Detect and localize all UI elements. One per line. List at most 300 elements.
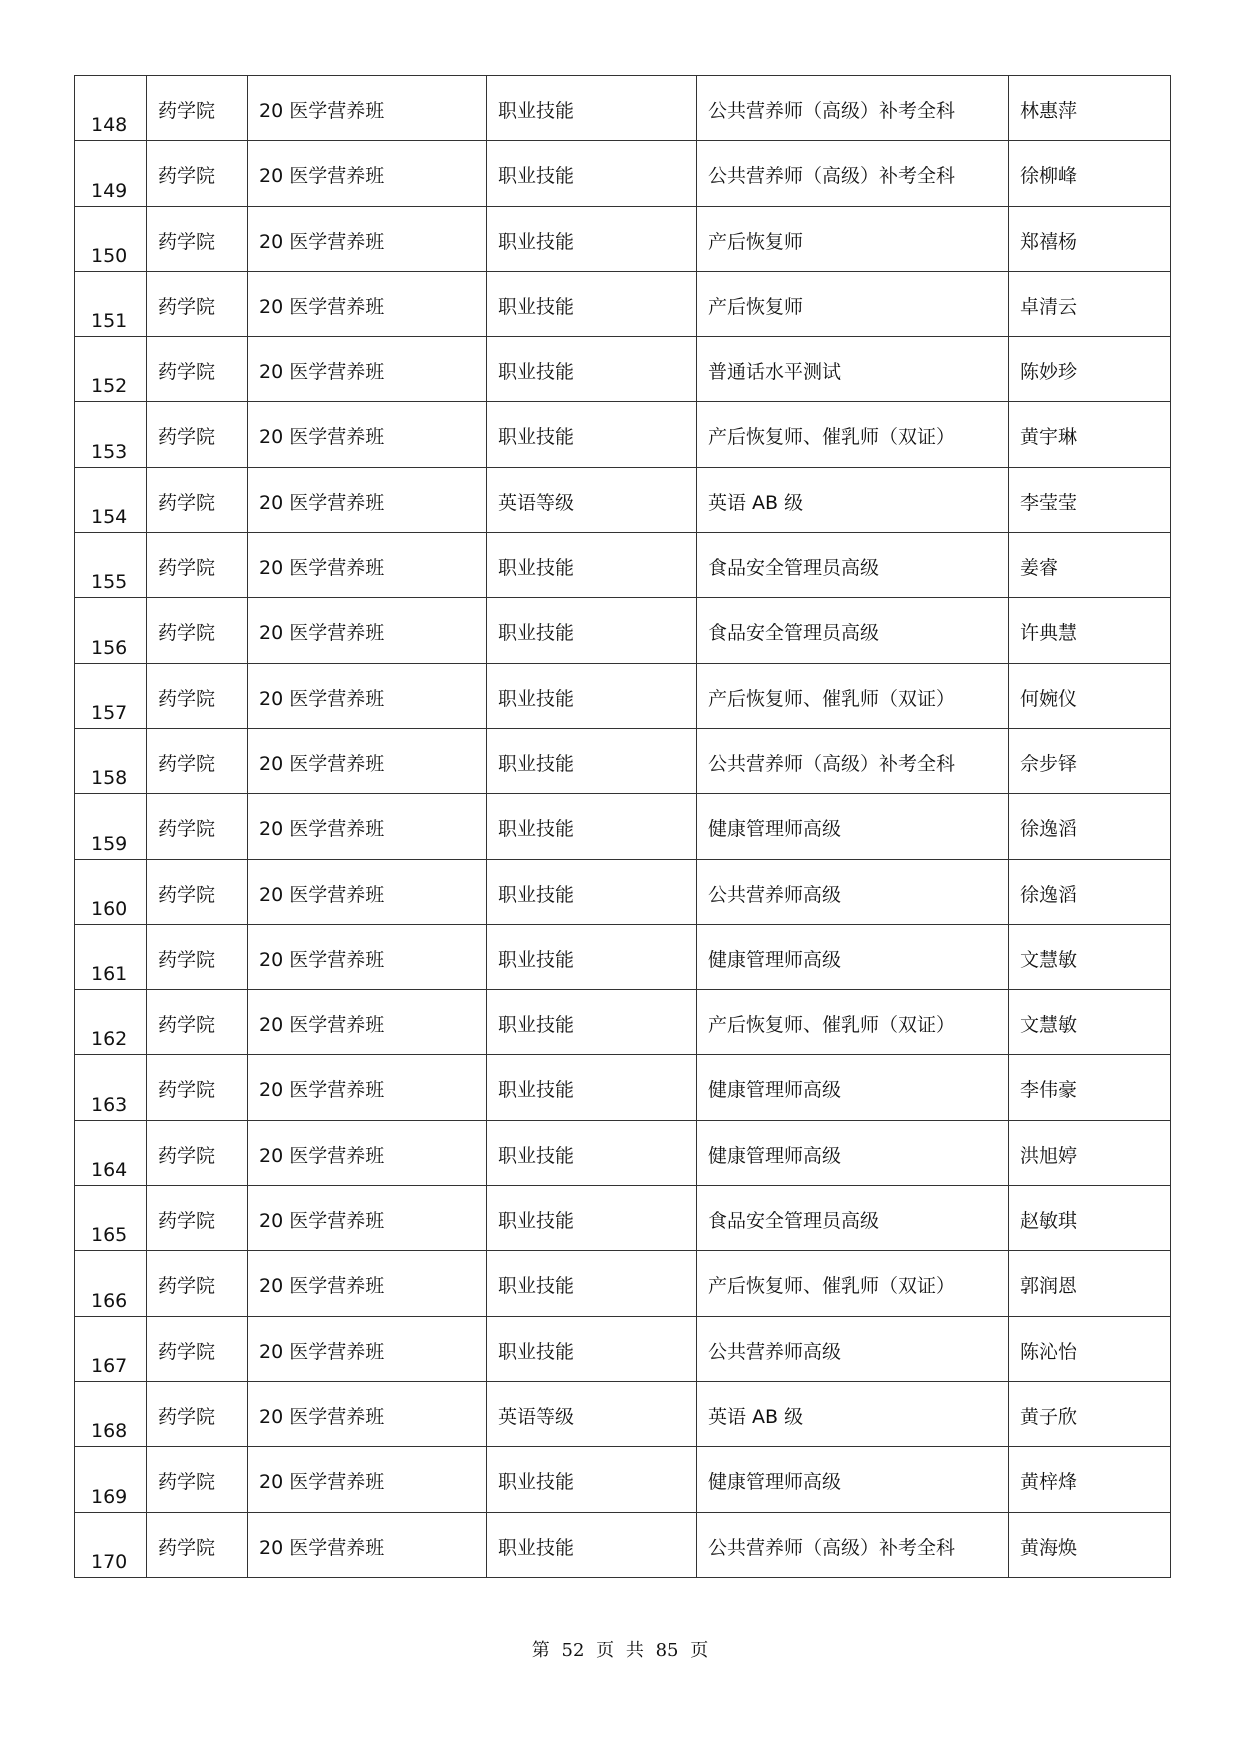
cell-number: [75, 598, 147, 663]
cell-exam-item: [697, 467, 1009, 532]
cell-college-text: 药学院: [158, 557, 216, 580]
table-row: [75, 141, 1171, 206]
cell-student-name-text: 李莹莹: [1020, 491, 1078, 514]
table-body: [75, 76, 1171, 1578]
cell-student-name-text: 李伟豪: [1020, 1079, 1078, 1102]
cell-category: [487, 467, 697, 532]
cell-college: [147, 1251, 248, 1316]
cell-class: [248, 1055, 487, 1120]
cell-college: [147, 1447, 248, 1512]
cell-student-name: [1009, 337, 1171, 402]
cell-student-name-text: 陈沁怡: [1020, 1340, 1078, 1363]
cell-class: [248, 990, 487, 1055]
cell-exam-item: [697, 1316, 1009, 1381]
cell-student-name: [1009, 533, 1171, 598]
cell-exam-item-text: 英语 AB 级: [708, 491, 804, 514]
cell-class: [248, 663, 487, 728]
cell-student-name: [1009, 728, 1171, 793]
cell-class-text: 20 医学营养班: [259, 1014, 385, 1037]
cell-college-text: 药学院: [158, 752, 216, 775]
cell-category: [487, 1316, 697, 1381]
cell-student-name: [1009, 206, 1171, 271]
cell-exam-item-text: 公共营养师高级: [708, 883, 842, 906]
cell-college-text: 药学院: [158, 1340, 216, 1363]
cell-exam-item-text: 公共营养师（高级）补考全科: [708, 165, 956, 188]
table-row: [75, 1512, 1171, 1577]
cell-category-text: 职业技能: [498, 948, 575, 971]
cell-exam-item: [697, 1055, 1009, 1120]
cell-class-text: 20 医学营养班: [259, 491, 385, 514]
cell-exam-item-text: 健康管理师高级: [708, 1079, 842, 1102]
cell-class: [248, 1381, 487, 1446]
cell-category-text: 职业技能: [498, 687, 575, 710]
cell-college-text: 药学院: [158, 818, 216, 841]
cell-category: [487, 206, 697, 271]
cell-category: [487, 1251, 697, 1316]
cell-exam-item: [697, 1186, 1009, 1251]
cell-exam-item: [697, 1120, 1009, 1185]
cell-college: [147, 1120, 248, 1185]
cell-category: [487, 1447, 697, 1512]
cell-class: [248, 598, 487, 663]
cell-college-text: 药学院: [158, 361, 216, 384]
cell-category-text: 职业技能: [498, 165, 575, 188]
cell-college-text: 药学院: [158, 1079, 216, 1102]
cell-college-text: 药学院: [158, 426, 216, 449]
cell-number-text: 159: [91, 832, 128, 855]
cell-number-text: 169: [91, 1485, 128, 1508]
cell-number-text: 152: [91, 375, 128, 398]
cell-class-text: 20 医学营养班: [259, 361, 385, 384]
cell-student-name: [1009, 76, 1171, 141]
cell-student-name: [1009, 141, 1171, 206]
cell-class: [248, 728, 487, 793]
cell-class-text: 20 医学营养班: [259, 1340, 385, 1363]
cell-category: [487, 271, 697, 336]
cell-student-name: [1009, 598, 1171, 663]
cell-exam-item: [697, 859, 1009, 924]
cell-category: [487, 141, 697, 206]
table-row: [75, 1251, 1171, 1316]
cell-class: [248, 1186, 487, 1251]
table-row: [75, 76, 1171, 141]
cell-class-text: 20 医学营养班: [259, 752, 385, 775]
cell-exam-item-text: 健康管理师高级: [708, 948, 842, 971]
table-row: [75, 924, 1171, 989]
cell-class: [248, 206, 487, 271]
cell-college: [147, 924, 248, 989]
cell-student-name: [1009, 1251, 1171, 1316]
cell-college: [147, 1186, 248, 1251]
cell-number: [75, 533, 147, 598]
table-row: [75, 533, 1171, 598]
cell-number: [75, 663, 147, 728]
table-row: [75, 663, 1171, 728]
cell-category: [487, 1512, 697, 1577]
cell-number-text: 162: [91, 1028, 128, 1051]
cell-student-name-text: 赵敏琪: [1020, 1210, 1078, 1233]
cell-class: [248, 1512, 487, 1577]
cell-student-name: [1009, 271, 1171, 336]
cell-category-text: 职业技能: [498, 1471, 575, 1494]
cell-student-name-text: 徐柳峰: [1020, 165, 1078, 188]
cell-class: [248, 402, 487, 467]
cell-category-text: 职业技能: [498, 622, 575, 645]
cell-college-text: 药学院: [158, 100, 216, 122]
cell-exam-item-text: 健康管理师高级: [708, 1471, 842, 1494]
table-row: [75, 1316, 1171, 1381]
cell-exam-item: [697, 1381, 1009, 1446]
cell-exam-item-text: 英语 AB 级: [708, 1405, 804, 1428]
cell-number: [75, 1447, 147, 1512]
cell-college: [147, 794, 248, 859]
cell-number-text: 157: [91, 701, 128, 724]
cell-number: [75, 794, 147, 859]
cell-class-text: 20 医学营养班: [259, 1536, 385, 1559]
cell-college-text: 药学院: [158, 1014, 216, 1037]
cell-college-text: 药学院: [158, 622, 216, 645]
cell-exam-item-text: 普通话水平测试: [708, 361, 842, 384]
cell-number: [75, 859, 147, 924]
cell-number-text: 151: [91, 310, 128, 333]
cell-college: [147, 337, 248, 402]
page-footer: 第 52 页 共 85 页: [531, 1640, 709, 1661]
cell-college: [147, 1512, 248, 1577]
cell-category: [487, 859, 697, 924]
cell-category-text: 职业技能: [498, 361, 575, 384]
cell-student-name-text: 黄梓烽: [1020, 1471, 1078, 1494]
cell-student-name: [1009, 663, 1171, 728]
cell-exam-item-text: 健康管理师高级: [708, 1144, 842, 1167]
cell-number-text: 148: [91, 114, 128, 137]
cell-category: [487, 663, 697, 728]
cell-college: [147, 76, 248, 141]
cell-category-text: 职业技能: [498, 1275, 575, 1298]
cell-class-text: 20 医学营养班: [259, 1144, 385, 1167]
cell-college-text: 药学院: [158, 948, 216, 971]
cell-class-text: 20 医学营养班: [259, 687, 385, 710]
cell-college-text: 药学院: [158, 491, 216, 514]
cell-class-text: 20 医学营养班: [259, 818, 385, 841]
cell-college-text: 药学院: [158, 165, 216, 188]
cell-exam-item-text: 健康管理师高级: [708, 818, 842, 841]
cell-exam-item: [697, 663, 1009, 728]
cell-college-text: 药学院: [158, 295, 216, 318]
cell-student-name: [1009, 924, 1171, 989]
cell-category-text: 职业技能: [498, 230, 575, 253]
cell-category-text: 职业技能: [498, 1210, 575, 1233]
cell-student-name-text: 姜睿: [1020, 557, 1059, 580]
cell-college-text: 药学院: [158, 1536, 216, 1559]
table-row: [75, 271, 1171, 336]
table-row: [75, 1055, 1171, 1120]
cell-category-text: 职业技能: [498, 557, 575, 580]
cell-college: [147, 206, 248, 271]
cell-number: [75, 1512, 147, 1577]
cell-category-text: 职业技能: [498, 100, 575, 122]
cell-number-text: 149: [91, 179, 128, 202]
cell-category-text: 职业技能: [498, 295, 575, 318]
cell-student-name: [1009, 1381, 1171, 1446]
cell-number: [75, 728, 147, 793]
cell-category: [487, 1120, 697, 1185]
cell-class: [248, 1447, 487, 1512]
cell-exam-item: [697, 533, 1009, 598]
cell-college: [147, 271, 248, 336]
cell-college-text: 药学院: [158, 1144, 216, 1167]
cell-class: [248, 924, 487, 989]
cell-exam-item: [697, 598, 1009, 663]
registration-table: [74, 75, 1171, 1578]
cell-student-name: [1009, 1055, 1171, 1120]
cell-category: [487, 533, 697, 598]
cell-exam-item-text: 公共营养师（高级）补考全科: [708, 1536, 956, 1559]
cell-number-text: 156: [91, 636, 128, 659]
cell-number: [75, 206, 147, 271]
cell-class-text: 20 医学营养班: [259, 1405, 385, 1428]
cell-exam-item: [697, 141, 1009, 206]
table-row: [75, 337, 1171, 402]
cell-college: [147, 598, 248, 663]
cell-category-text: 职业技能: [498, 818, 575, 841]
cell-student-name-text: 文慧敏: [1020, 948, 1078, 971]
cell-class-text: 20 医学营养班: [259, 1210, 385, 1233]
cell-exam-item-text: 产后恢复师、催乳师（双证）: [708, 1014, 956, 1037]
cell-exam-item: [697, 1251, 1009, 1316]
cell-class-text: 20 医学营养班: [259, 295, 385, 318]
cell-exam-item-text: 食品安全管理员高级: [708, 1210, 880, 1233]
cell-number-text: 165: [91, 1224, 128, 1247]
cell-exam-item: [697, 206, 1009, 271]
cell-number: [75, 337, 147, 402]
cell-college: [147, 728, 248, 793]
cell-number: [75, 1055, 147, 1120]
cell-college-text: 药学院: [158, 1471, 216, 1494]
cell-class: [248, 1120, 487, 1185]
table-row: [75, 794, 1171, 859]
cell-student-name-text: 郑禧杨: [1020, 230, 1078, 253]
cell-number-text: 153: [91, 440, 128, 463]
cell-college-text: 药学院: [158, 230, 216, 253]
cell-exam-item-text: 食品安全管理员高级: [708, 622, 880, 645]
cell-exam-item-text: 产后恢复师: [708, 295, 804, 318]
cell-number: [75, 1316, 147, 1381]
cell-number: [75, 141, 147, 206]
cell-college: [147, 663, 248, 728]
cell-number: [75, 1120, 147, 1185]
cell-exam-item-text: 公共营养师（高级）补考全科: [708, 100, 956, 122]
cell-student-name-text: 郭润恩: [1020, 1275, 1078, 1298]
cell-class: [248, 141, 487, 206]
cell-college: [147, 141, 248, 206]
cell-college: [147, 1316, 248, 1381]
cell-exam-item: [697, 924, 1009, 989]
cell-college-text: 药学院: [158, 1210, 216, 1233]
cell-class-text: 20 医学营养班: [259, 1079, 385, 1102]
cell-college-text: 药学院: [158, 883, 216, 906]
cell-category-text: 职业技能: [498, 426, 575, 449]
cell-number-text: 167: [91, 1354, 128, 1377]
cell-student-name: [1009, 794, 1171, 859]
cell-exam-item-text: 公共营养师高级: [708, 1340, 842, 1363]
cell-exam-item: [697, 271, 1009, 336]
cell-category: [487, 402, 697, 467]
cell-class: [248, 337, 487, 402]
cell-class-text: 20 医学营养班: [259, 883, 385, 906]
cell-category-text: 职业技能: [498, 1536, 575, 1559]
cell-exam-item: [697, 990, 1009, 1055]
cell-class: [248, 76, 487, 141]
table-row: [75, 1120, 1171, 1185]
cell-student-name-text: 陈妙珍: [1020, 361, 1078, 384]
cell-category: [487, 728, 697, 793]
cell-number: [75, 467, 147, 532]
cell-exam-item: [697, 76, 1009, 141]
cell-category-text: 英语等级: [498, 1405, 575, 1428]
cell-number: [75, 1186, 147, 1251]
table-row: [75, 1186, 1171, 1251]
cell-category-text: 职业技能: [498, 1079, 575, 1102]
cell-number-text: 170: [91, 1550, 128, 1573]
cell-class-text: 20 医学营养班: [259, 557, 385, 580]
cell-college: [147, 1055, 248, 1120]
cell-class: [248, 1251, 487, 1316]
cell-category-text: 职业技能: [498, 752, 575, 775]
cell-class-text: 20 医学营养班: [259, 622, 385, 645]
cell-college: [147, 990, 248, 1055]
cell-college-text: 药学院: [158, 1275, 216, 1298]
cell-student-name: [1009, 859, 1171, 924]
cell-student-name: [1009, 402, 1171, 467]
table-row: [75, 598, 1171, 663]
cell-student-name-text: 黄海焕: [1020, 1536, 1078, 1559]
cell-student-name-text: 何婉仪: [1020, 687, 1078, 710]
cell-number-text: 161: [91, 963, 128, 986]
cell-student-name-text: 黄子欣: [1020, 1405, 1078, 1428]
cell-category: [487, 598, 697, 663]
cell-exam-item: [697, 337, 1009, 402]
cell-exam-item: [697, 1447, 1009, 1512]
cell-student-name: [1009, 1120, 1171, 1185]
table-row: [75, 1381, 1171, 1446]
table-row: [75, 402, 1171, 467]
table-row: [75, 467, 1171, 532]
cell-college: [147, 467, 248, 532]
table-row: [75, 1447, 1171, 1512]
cell-number-text: 154: [91, 506, 128, 529]
cell-class: [248, 533, 487, 598]
cell-class-text: 20 医学营养班: [259, 1471, 385, 1494]
cell-student-name: [1009, 467, 1171, 532]
cell-number: [75, 924, 147, 989]
cell-student-name: [1009, 1316, 1171, 1381]
cell-number: [75, 1251, 147, 1316]
cell-category-text: 英语等级: [498, 491, 575, 514]
cell-class: [248, 467, 487, 532]
cell-category: [487, 794, 697, 859]
cell-student-name-text: 徐逸滔: [1020, 818, 1078, 841]
cell-student-name: [1009, 1447, 1171, 1512]
cell-category-text: 职业技能: [498, 1144, 575, 1167]
cell-category: [487, 337, 697, 402]
cell-student-name-text: 佘步铎: [1020, 752, 1078, 775]
cell-number: [75, 271, 147, 336]
cell-student-name: [1009, 1186, 1171, 1251]
cell-student-name-text: 林惠萍: [1020, 100, 1078, 122]
table-row: [75, 206, 1171, 271]
cell-exam-item: [697, 794, 1009, 859]
cell-exam-item: [697, 402, 1009, 467]
cell-exam-item-text: 产后恢复师、催乳师（双证）: [708, 1275, 956, 1298]
cell-category: [487, 1186, 697, 1251]
cell-class-text: 20 医学营养班: [259, 230, 385, 253]
cell-category-text: 职业技能: [498, 883, 575, 906]
cell-class-text: 20 医学营养班: [259, 948, 385, 971]
cell-college: [147, 1381, 248, 1446]
cell-student-name-text: 洪旭婷: [1020, 1144, 1078, 1167]
cell-college: [147, 533, 248, 598]
cell-number-text: 150: [91, 244, 128, 267]
cell-class: [248, 1316, 487, 1381]
cell-student-name-text: 文慧敏: [1020, 1014, 1078, 1037]
cell-number-text: 166: [91, 1289, 128, 1312]
cell-student-name: [1009, 990, 1171, 1055]
cell-exam-item-text: 产后恢复师、催乳师（双证）: [708, 426, 956, 449]
cell-category: [487, 1055, 697, 1120]
table-row: [75, 990, 1171, 1055]
cell-class-text: 20 医学营养班: [259, 100, 385, 122]
cell-class-text: 20 医学营养班: [259, 165, 385, 188]
cell-number: [75, 76, 147, 141]
cell-exam-item: [697, 728, 1009, 793]
cell-category-text: 职业技能: [498, 1014, 575, 1037]
cell-number-text: 158: [91, 767, 128, 790]
cell-category: [487, 924, 697, 989]
cell-exam-item-text: 食品安全管理员高级: [708, 557, 880, 580]
cell-number-text: 164: [91, 1159, 128, 1182]
cell-number: [75, 990, 147, 1055]
cell-exam-item-text: 产后恢复师: [708, 230, 804, 253]
cell-class: [248, 859, 487, 924]
cell-class-text: 20 医学营养班: [259, 1275, 385, 1298]
cell-exam-item-text: 公共营养师（高级）补考全科: [708, 752, 956, 775]
cell-category: [487, 76, 697, 141]
cell-college-text: 药学院: [158, 1405, 216, 1428]
cell-student-name: [1009, 1512, 1171, 1577]
cell-college-text: 药学院: [158, 687, 216, 710]
cell-exam-item-text: 产后恢复师、催乳师（双证）: [708, 687, 956, 710]
cell-category-text: 职业技能: [498, 1340, 575, 1363]
cell-student-name-text: 徐逸滔: [1020, 883, 1078, 906]
cell-student-name-text: 卓清云: [1020, 295, 1078, 318]
cell-college: [147, 859, 248, 924]
cell-class: [248, 794, 487, 859]
cell-student-name-text: 黄宇琳: [1020, 426, 1078, 449]
cell-exam-item: [697, 1512, 1009, 1577]
cell-college: [147, 402, 248, 467]
cell-category: [487, 1381, 697, 1446]
table-row: [75, 728, 1171, 793]
cell-category: [487, 990, 697, 1055]
cell-class: [248, 271, 487, 336]
cell-class-text: 20 医学营养班: [259, 426, 385, 449]
table-row: [75, 859, 1171, 924]
cell-number-text: 168: [91, 1420, 128, 1443]
cell-number: [75, 1381, 147, 1446]
cell-number-text: 160: [91, 897, 128, 920]
cell-number-text: 155: [91, 571, 128, 594]
cell-student-name-text: 许典慧: [1020, 622, 1078, 645]
